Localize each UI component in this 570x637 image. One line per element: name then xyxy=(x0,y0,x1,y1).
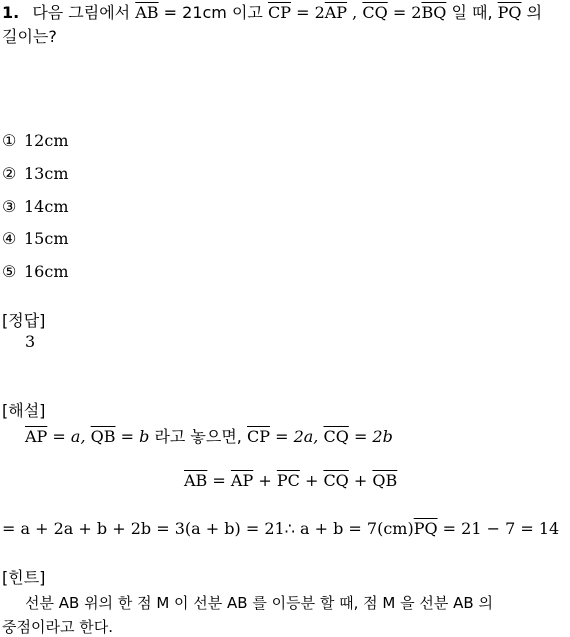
equals-sign: = xyxy=(212,471,226,490)
choice-text: 16cm xyxy=(24,262,69,281)
choice-text: 15cm xyxy=(24,229,69,248)
question-number: 1. xyxy=(2,3,20,22)
segment-ap: $\overline{AP}$ xyxy=(230,471,254,490)
choice-mark: ② xyxy=(2,164,17,183)
question-text: 다음 그림에서 xyxy=(32,3,131,22)
explanation-line-3 xyxy=(2,519,559,538)
hint-line-1: 선분 AB 위의 한 점 M 이 선분 AB 를 이등분 할 때, 점 M 을 선분 AB 의 xyxy=(25,594,493,612)
choice-text: 13cm xyxy=(24,164,69,183)
segment-cp: $\overline{CP}$ xyxy=(246,427,270,446)
explanation-line-1 xyxy=(25,424,393,447)
explanation-text: 라고 놓으면, xyxy=(154,427,242,446)
choice-text: 14cm xyxy=(24,197,69,216)
question-text: 일 때, xyxy=(451,3,493,22)
hint-label: [힌트] xyxy=(2,568,46,587)
segment-cq: $\overline{CQ}$ xyxy=(323,471,349,490)
choice-4[interactable] xyxy=(2,229,69,248)
segment-cq: $\overline{CQ}$ xyxy=(323,427,349,446)
segment-qb: $\overline{QB}$ xyxy=(90,427,116,446)
segment-ap: $\overline{AP}$ xyxy=(324,3,348,22)
segment-pc: $\overline{PC}$ xyxy=(276,471,300,490)
question-line-1 xyxy=(2,0,542,23)
explanation-centered-equation xyxy=(184,471,397,490)
segment-bq: $\overline{BQ}$ xyxy=(421,3,447,22)
plus-sign: + xyxy=(258,471,272,490)
segment-cq: $\overline{CQ}$ xyxy=(362,3,388,22)
choice-mark: ④ xyxy=(2,229,17,248)
explanation-text: = 2b xyxy=(353,427,393,446)
explanation-text: = a, xyxy=(52,427,86,446)
hint-line-2: 중점이라고 한다. xyxy=(2,618,113,636)
segment-ab: $\overline{AB}$ xyxy=(184,471,208,490)
segment-qb: $\overline{QB}$ xyxy=(372,471,398,490)
choice-5[interactable] xyxy=(2,262,69,281)
question-text: 의 xyxy=(526,3,543,22)
answer-label: [정답] xyxy=(2,311,46,330)
plus-sign: + xyxy=(353,471,368,490)
explanation-label: [해설] xyxy=(2,401,46,420)
segment-cp: $\overline{CP}$ xyxy=(267,3,291,22)
plus-sign: + xyxy=(304,471,319,490)
question-text: = 2 xyxy=(392,3,422,22)
segment-pq: $\overline{PQ}$ xyxy=(497,3,522,22)
explanation-text: = 2a, xyxy=(275,427,319,446)
choice-2[interactable] xyxy=(2,164,69,183)
choice-3[interactable] xyxy=(2,197,69,216)
segment-ab: $\overline{AB}$ xyxy=(135,3,159,22)
choice-1[interactable] xyxy=(2,131,69,150)
segment-ap: $\overline{AP}$ xyxy=(25,427,48,446)
explanation-text: = a + 2a + b + 2b = 3(a + b) = 21∴ a + b = 7(cm) xyxy=(2,519,414,538)
choice-mark: ③ xyxy=(2,197,17,216)
answer-value: 3 xyxy=(25,332,36,351)
question-line-2: 길이는? xyxy=(2,27,57,46)
choice-text: 12cm xyxy=(24,131,69,150)
explanation-text: = 21 − 7 = 14 xyxy=(442,519,560,538)
segment-pq: $\overline{PQ}$ xyxy=(413,519,438,538)
explanation-text: = b xyxy=(120,427,150,446)
question-text: = 2 xyxy=(296,3,325,22)
choice-mark: ⑤ xyxy=(2,262,17,281)
choice-mark: ① xyxy=(2,131,17,150)
question-text: = 21cm 이고 xyxy=(163,3,263,22)
question-text: , xyxy=(352,3,358,22)
